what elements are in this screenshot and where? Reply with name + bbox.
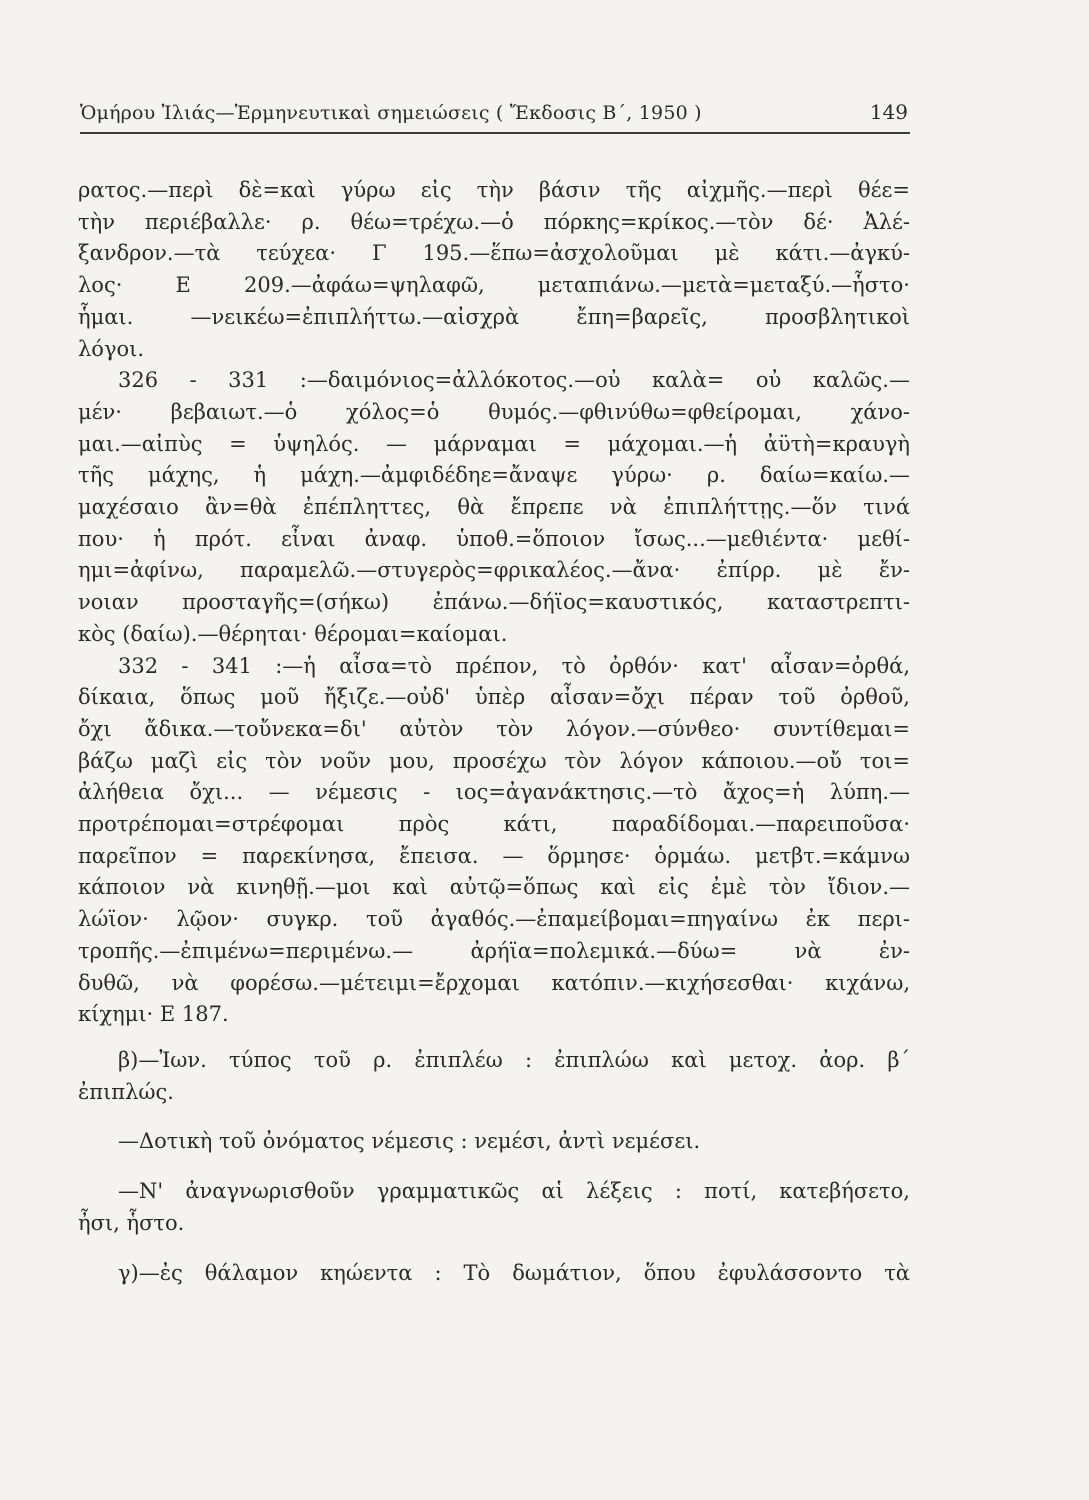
text-line: νοιαν προσταγῆς=(σήκω) ἐπάνω.—δήϊος=καυστικός, καταστρεπτι- xyxy=(78,590,910,615)
text-line: γ)—ἐς θάλαμον κηώεντα : Τὸ δωμάτιον, ὅπου ἐφυλάσσοντο τὰ xyxy=(118,1260,910,1285)
text-line: ἀλήθεια ὄχι... — νέμεσις - ιος=ἀγανάκτησις.—τὸ ἄχος=ἡ λύπη.— xyxy=(78,780,910,805)
text-line: ξανδρον.—τὰ τεύχεα· Γ 195.—ἕπω=ἀσχολοῦμαι μὲ κάτι.—ἀγκύ- xyxy=(78,241,910,266)
text-line: ἧμαι. —νεικέω=ἐπιπλήττω.—αἰσχρὰ ἔπη=βαρεῖς, προσβλητικοὶ xyxy=(78,304,910,329)
text-line: β)—Ἰων. τύπος τοῦ ρ. ἐπιπλέω : ἐπιπλώω καὶ μετοχ. ἀορ. β΄ xyxy=(118,1047,910,1072)
header-title: Ὁμήρου Ἰλιάς—Ἑρμηνευτικαὶ σημειώσεις ( Ἔκδοσις Β΄, 1950 ) xyxy=(80,102,702,124)
text-line: ρατος.—περὶ δὲ=καὶ γύρω εἰς τὴν βάσιν τῆς αἰχμῆς.—περὶ θέε= xyxy=(78,178,910,202)
commentary-text xyxy=(78,175,910,1289)
text-line: προτρέπομαι=στρέφομαι πρὸς κάτι, παραδίδομαι.—παρειποῦσα· xyxy=(78,812,910,837)
text-line: μαι.—αἰπὺς = ὑψηλός. — μάρναμαι = μάχομαι.—ἡ ἀϋτὴ=κραυγὴ xyxy=(78,431,910,456)
text-line: 326 - 331 :—δαιμόνιος=ἀλλόκοτος.—οὐ καλὰ= οὐ καλῶς.— xyxy=(118,368,910,393)
page-number: 149 xyxy=(869,100,908,124)
text-line: μαχέσαιο ἂν=θὰ ἐπέπληττες, θὰ ἔπρεπε νὰ ἐπιπλήττῃς.—ὅν τινά xyxy=(78,495,910,520)
text-line: ὄχι ἄδικα.—τοὔνεκα=δι' αὐτὸν τὸν λόγον.—σύνθεο· συντίθεμαι= xyxy=(78,716,910,741)
text-line: —Δοτικὴ τοῦ ὀνόματος νέμεσις : νεμέσι, ἀντὶ νεμέσει. xyxy=(118,1129,701,1154)
text-line: ημι=ἀφίνω, παραμελῶ.—στυγερὸς=φρικαλέος.—ἄνα· ἐπίρρ. μὲ ἔν- xyxy=(78,558,910,583)
text-line: δίκαια, ὅπως μοῦ ἤξιζε.—οὐδ' ὑπὲρ αἶσαν=ὄχι πέραν τοῦ ὀρθοῦ, xyxy=(78,685,910,710)
text-line: λος· Ε 209.—ἀφάω=ψηλαφῶ, μεταπιάνω.—μετὰ=μεταξύ.—ἧστο· xyxy=(78,273,910,298)
text-line: βάζω μαζὶ εἰς τὸν νοῦν μου, προσέχω τὸν λόγον κάποιου.—οὔ τοι= xyxy=(78,748,910,773)
text-line: λώϊον· λῷον· συγκρ. τοῦ ἀγαθός.—ἐπαμείβομαι=πηγαίνω ἐκ περι- xyxy=(78,907,910,932)
text-line: κίχημι· Ε 187. xyxy=(78,1002,229,1027)
text-line: λόγοι. xyxy=(78,336,145,361)
text-line: 332 - 341 :—ἡ αἶσα=τὸ πρέπον, τὸ ὀρθόν· κατ' αἶσαν=ὀρθά, xyxy=(118,653,910,678)
text-line: —Ν' ἀναγνωρισθοῦν γραμματικῶς αἱ λέξεις : ποτί, κατεβήσετο, xyxy=(118,1179,910,1204)
text-line: μέν· βεβαιωτ.—ὁ χόλος=ὁ θυμός.—φθινύθω=φθείρομαι, χάνο- xyxy=(78,399,910,424)
running-header xyxy=(80,100,910,134)
text-line: τῆς μάχης, ἡ μάχη.—ἀμφιδέδηε=ἄναψε γύρω· ρ. δαίω=καίω.— xyxy=(78,463,910,488)
text-line: κὸς (δαίω).—θέρηται· θέρομαι=καίομαι. xyxy=(78,621,508,646)
text-line: δυθῶ, νὰ φορέσω.—μέτειμι=ἔρχομαι κατόπιν.—κιχήσεσθαι· κιχάνω, xyxy=(78,970,910,995)
text-line: που· ἡ πρότ. εἶναι ἀναφ. ὑποθ.=ὅποιον ἴσως...—μεθιέντα· μεθί- xyxy=(78,526,910,551)
text-line: τὴν περιέβαλλε· ρ. θέω=τρέχω.—ὁ πόρκης=κρίκος.—τὸν δέ· Ἀλέ- xyxy=(78,209,910,234)
text-line: ἐπιπλώς. xyxy=(78,1079,174,1104)
text-line: τροπῆς.—ἐπιμένω=περιμένω.— ἀρήϊα=πολεμικά.—δύω= νὰ ἐν- xyxy=(78,938,910,963)
text-line: παρεῖπον = παρεκίνησα, ἔπεισα. — ὅρμησε· ὁρμάω. μετβτ.=κάμνω xyxy=(78,843,910,868)
text-line: κάποιον νὰ κινηθῇ.—μοι καὶ αὐτῷ=ὅπως καὶ εἰς ἐμὲ τὸν ἴδιον.— xyxy=(78,875,910,900)
text-line: ἦσι, ἧστο. xyxy=(78,1210,185,1235)
